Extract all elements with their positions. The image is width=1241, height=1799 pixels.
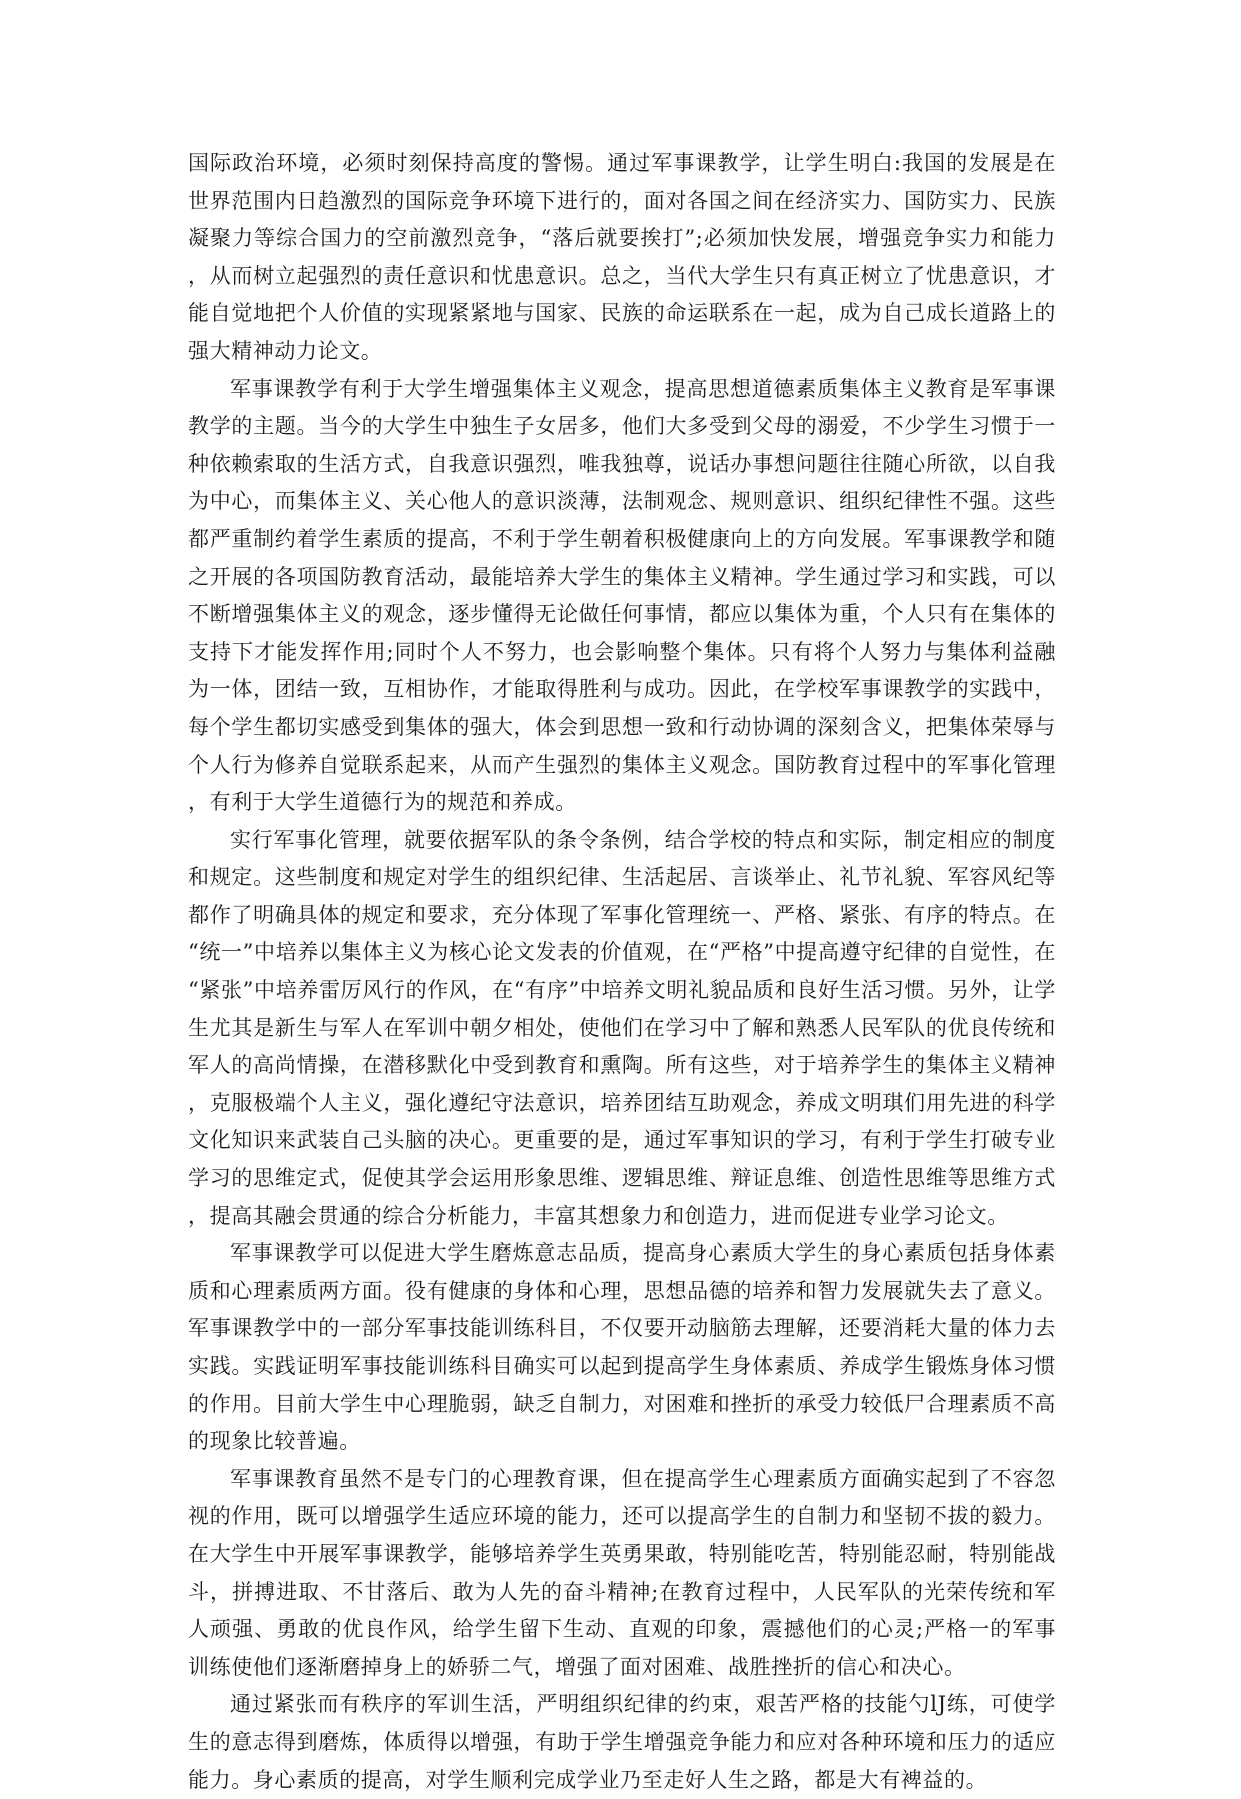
paragraph-5: 军事课教育虽然不是专门的心理教育课，但在提高学生心理素质方面确实起到了不容忽视的作用，既可以增强学生适应环境的能力，还可以提高学生的自制力和坚韧不拔的毅力。在大学生中开展军事课教学，能够培养学生英勇果敢，特别能吃苦，特别能忍耐，特别能战斗，拼搏进取、不甘落后、敢为人先的奋斗精神;在教育过程中，人民军队的光荣传统和军人顽强、勇敢的优良作风，给学生留下生动、直观的印象，震撼他们的心灵;严格一的军事训练使他们逐渐磨掉身上的娇骄二气，增强了面对困难、战胜挫折的信心和决心。 bbox=[188, 1466, 1056, 1679]
paragraph-6: 通过紧张而有秩序的军训生活，严明组织纪律的约束，艰苦严格的技能勺lJ练，可使学生的意志得到磨炼，体质得以增强，有助于学生增强竞争能力和应对各种环境和压力的适应能力。身心素质的提高，对学生顺利完成学业乃至走好人生之路，都是大有裨益的。 bbox=[188, 1692, 1056, 1792]
paragraph-1: 国际政治环境，必须时刻保持高度的警惕。通过军事课教学，让学生明白:我国的发展是在世界范围内日趋激烈的国际竞争环境下进行的，面对各国之间在经济实力、国防实力、民族凝聚力等综合国力的空前激烈竞争，“落后就要挨打”;必须加快发展，增强竞争实力和能力，从而树立起强烈的责任意识和忧患意识。总之，当代大学生只有真正树立了忧患意识，才能自觉地把个人价值的实现紧紧地与国家、民族的命运联系在一起，成为自己成长道路上的强大精神动力论文。 bbox=[188, 151, 1056, 363]
paragraph-3: 实行军事化管理，就要依据军队的条令条例，结合学校的特点和实际，制定相应的制度和规定。这些制度和规定对学生的组织纪律、生活起居、言谈举止、礼节礼貌、军容风纪等都作了明确具体的规定和要求，充分体现了军事化管理统一、严格、紧张、有序的特点。在“统一”中培养以集体主义为核心论文发表的价值观，在“严格”中提高遵守纪律的自觉性，在“紧张”中培养雷厉风行的作风，在“有序”中培养文明礼貌品质和良好生活习惯。另外，让学生尤其是新生与军人在军训中朝夕相处，使他们在学习中了解和熟悉人民军队的优良传统和军人的高尚情操，在潜移默化中受到教育和熏陶。所有这些，对于培养学生的集体主义精神，克服极端个人主义，强化遵纪守法意识，培养团结互助观念，养成文明琪们用先进的科学文化知识来武装自己头脑的决心。更重要的是，通过军事知识的学习，有利于学生打破专业学习的思维定式，促使其学会运用形象思维、逻辑思维、辩证息维、创造性思维等思维方式，提高其融会贯通的综合分析能力，丰富其想象力和创造力，进而促进专业学习论文。 bbox=[188, 827, 1056, 1228]
paragraph-4: 军事课教学可以促进大学生磨炼意志品质，提高身心素质大学生的身心素质包括身体素质和心理素质两方面。役有健康的身体和心理，思想品德的培养和智力发展就失去了意义。军事课教学中的一部分军事技能训练科目，不仅要开动脑筋去理解，还要消耗大量的体力去实践。实践证明军事技能训练科目确实可以起到提高学生身体素质、养成学生锻炼身体习惯的作用。目前大学生中心理脆弱，缺乏自制力，对困难和挫折的承受力较低尸合理素质不高的现象比较普遍。 bbox=[188, 1241, 1056, 1454]
paragraph-2: 军事课教学有利于大学生增强集体主义观念，提高思想道德素质集体主义教育是军事课教学的主题。当今的大学生中独生子女居多，他们大多受到父母的溺爱，不少学生习惯于一种依赖索取的生活方式，自我意识强烈，唯我独尊，说话办事想问题往往随心所欲，以自我为中心，而集体主义、关心他人的意识淡薄，法制观念、规则意识、组织纪律性不强。这些都严重制约着学生素质的提高，不利于学生朝着积极健康向上的方向发展。军事课教学和随之开展的各项国防教育活动，最能培养大学生的集体主义精神。学生通过学习和实践，可以不断增强集体主义的观念，逐步懂得无论做任何事情，都应以集体为重，个人只有在集体的支持下才能发挥作用;同时个人不努力，也会影响整个集体。只有将个人努力与集体利益融为一体，团结一致，互相协作，才能取得胜利与成功。因此，在学校军事课教学的实践中，每个学生都切实感受到集体的强大，体会到思想一致和行动协调的深刻含义，把集体荣辱与个人行为修养自觉联系起来，从而产生强烈的集体主义观念。国防教育过程中的军事化管理，有利于大学生道德行为的规范和养成。 bbox=[188, 376, 1056, 815]
article-body bbox=[188, 145, 1056, 1799]
